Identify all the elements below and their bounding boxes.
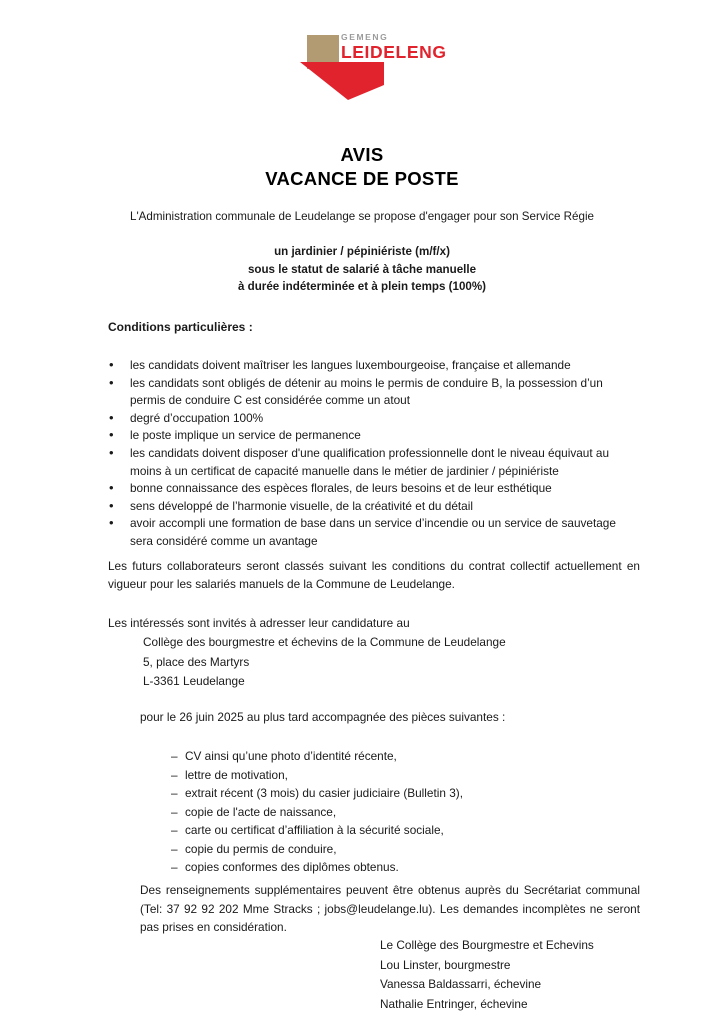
mailing-address xyxy=(143,633,643,692)
logo-gemeng-text: GEMENG xyxy=(341,32,389,42)
section-heading-conditions: Conditions particulières : xyxy=(108,320,253,334)
list-item: • les candidats doivent maîtriser les langues luxembourgeoise, française et allemande xyxy=(108,357,640,375)
list-item: – CV ainsi qu’une photo d’identité récente, xyxy=(171,747,641,766)
signature-line-4: Nathalie Entringer, échevine xyxy=(380,996,528,1011)
address-line-2: 5, place des Martyrs xyxy=(143,654,250,669)
intro-paragraph: L'Administration communale de Leudelange se propose d'engager pour son Service Régie xyxy=(130,210,594,223)
logo-red-quadrilateral xyxy=(300,62,384,100)
list-item: • bonne connaissance des espèces florales, de leurs besoins et de leur esthétique xyxy=(108,480,640,498)
deadline-paragraph: pour le 26 juin 2025 au plus tard accompagnée des pièces suivantes : xyxy=(140,710,506,724)
logo-leideleng-text: LEIDELENG xyxy=(341,41,447,62)
list-item: • avoir accompli une formation de base dans un service d’incendie ou un service de sauvetage sera considéré comme un avantage xyxy=(108,515,640,550)
classification-paragraph: Les futurs collaborateurs seront classés suivant les conditions du contrat collectif actuellement en vigueur pour les salariés manuels de la Commune de Leudelange. xyxy=(108,559,640,591)
job-title-line-2: sous le statut de salarié à tâche manuelle xyxy=(247,262,477,276)
job-title-block xyxy=(0,243,724,296)
signature-block xyxy=(380,936,710,1014)
list-item: – carte ou certificat d’affiliation à la sécurité sociale, xyxy=(171,821,641,840)
list-item: – extrait récent (3 mois) du casier judiciaire (Bulletin 3), xyxy=(171,784,641,803)
list-item: • les candidats doivent disposer d'une qualification professionnelle dont le niveau équivaut au moins à un certificat de capacité manuelle dans le métier de jardinier / pépiniériste xyxy=(108,445,640,480)
page-title-avis: AVIS xyxy=(340,144,384,165)
list-item: – copie du permis de conduire, xyxy=(171,840,641,859)
list-item: • sens développé de l’harmonie visuelle, de la créativité et du détail xyxy=(108,498,640,516)
job-title-line-1: un jardinier / pépiniériste (m/f/x) xyxy=(274,245,450,258)
signature-line-1: Le Collège des Bourgmestre et Echevins xyxy=(380,938,594,952)
job-title-line-3: à durée indéterminée et à plein temps (100%) xyxy=(237,280,487,293)
conditions-bullet-list xyxy=(108,357,640,551)
contact-information-paragraph: Des renseignements supplémentaires peuvent être obtenus auprès du Secrétariat communal (Tel: 37 92 92 202 Mme Stracks ; jobs@leudelange.lu). Les demandes incomplètes ne seront pas prises en considération. xyxy=(140,883,640,934)
list-item: – lettre de motivation, xyxy=(171,766,641,785)
list-item: – copies conformes des diplômes obtenus. xyxy=(171,858,641,877)
signature-line-3: Vanessa Baldassarri, échevine xyxy=(380,977,542,991)
logo-wordmark xyxy=(341,33,447,61)
list-item: – copie de l'acte de naissance, xyxy=(171,803,641,822)
signature-line-2: Lou Linster, bourgmestre xyxy=(380,957,511,972)
address-line-3: L-3361 Leudelange xyxy=(143,674,245,688)
municipality-logo xyxy=(300,30,447,100)
page-title-vacance: VACANCE DE POSTE xyxy=(265,168,459,189)
address-line-1: Collège des bourgmestre et échevins de la Commune de Leudelange xyxy=(143,635,506,649)
required-documents-list xyxy=(171,747,641,877)
list-item: • les candidats sont obligés de détenir au moins le permis de conduire B, la possession d’un permis de conduire C est considérée comme un atout xyxy=(108,375,640,410)
invitation-paragraph: Les intéressés sont invités à adresser leur candidature au xyxy=(108,616,410,630)
list-item: • degré d’occupation 100% xyxy=(108,410,640,428)
list-item: • le poste implique un service de permanence xyxy=(108,427,640,445)
